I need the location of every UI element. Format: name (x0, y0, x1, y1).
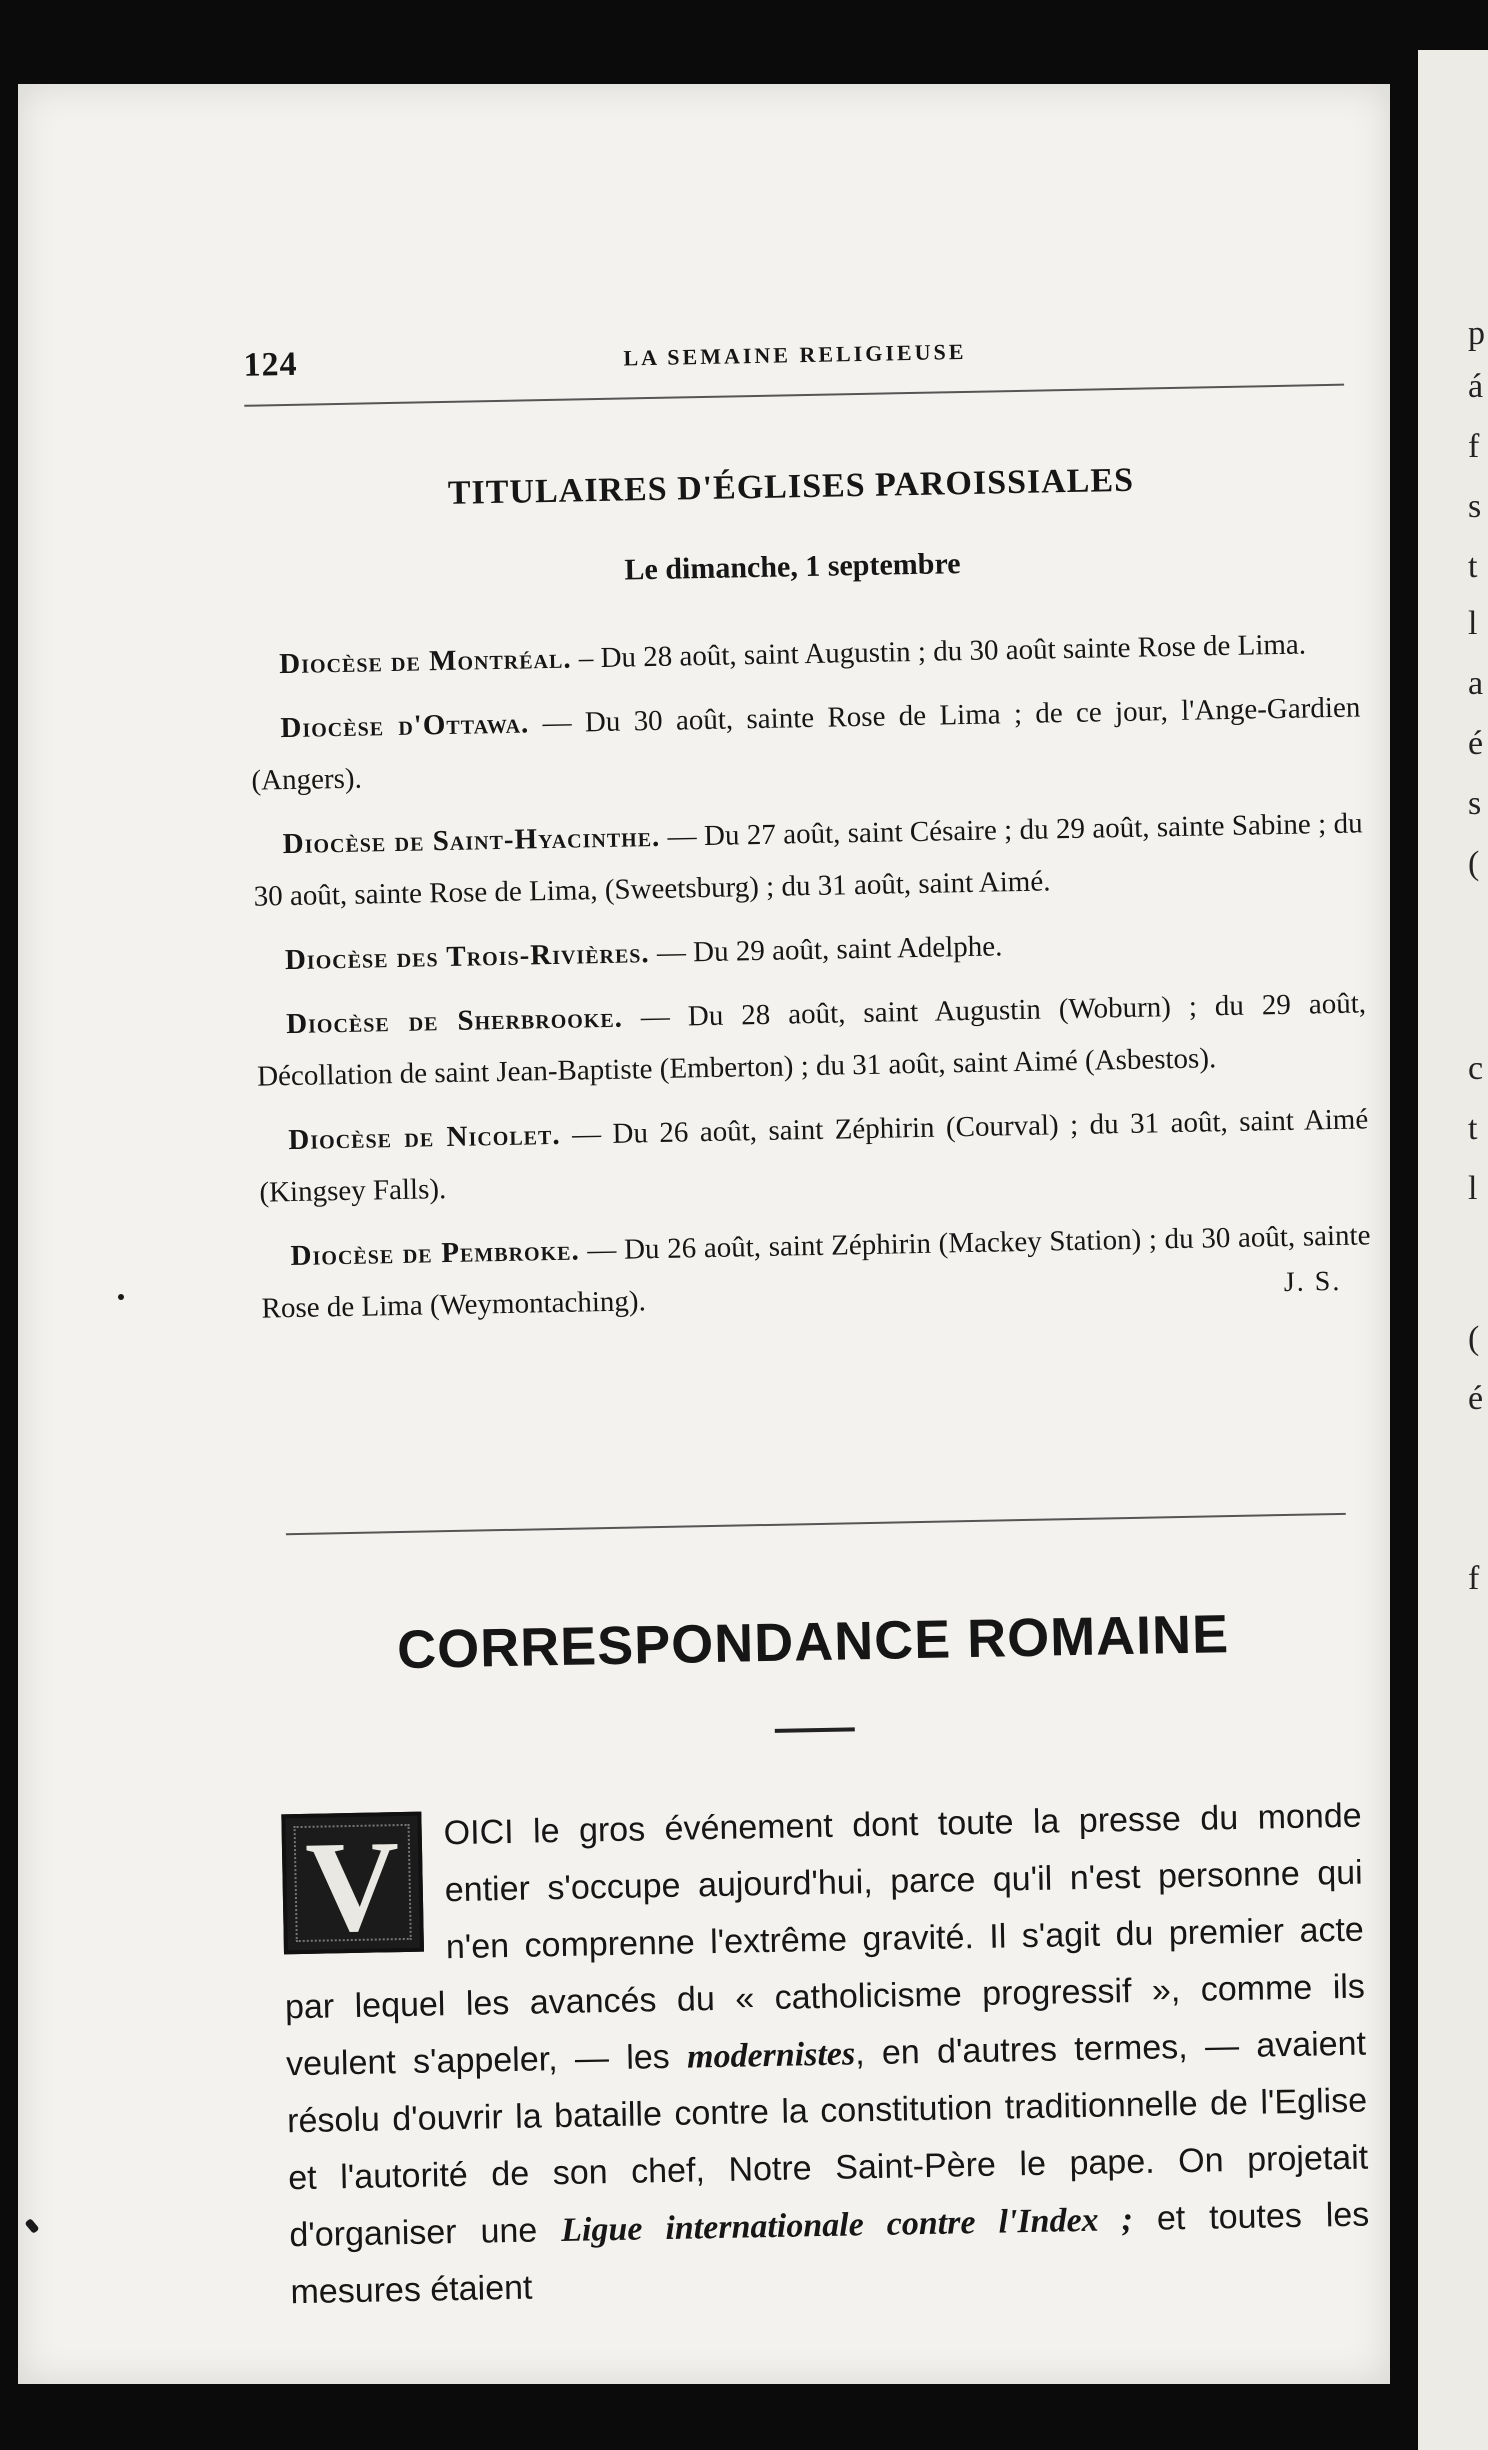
entry-pembroke (260, 1209, 1372, 1334)
dropcap-letter: V (304, 1814, 402, 1960)
page-content (233, 317, 1374, 2312)
article-text-3: et toutes les mesures étaient (290, 2195, 1370, 2312)
entry-sherbrooke (256, 977, 1368, 1102)
adjacent-page-fragment: t (1468, 548, 1478, 585)
adjacent-page-strip (1418, 50, 1488, 2450)
diocese-entries (249, 617, 1372, 1346)
diocese-name: Diocèse de Montréal. (278, 642, 572, 681)
adjacent-page-fragment: é (1468, 1380, 1484, 1417)
article-text-1: OICI le gros événement dont toute la presse du monde entier s'occupe aujourd'hui, parce qu'il n'est personne qui n'en comprenne l'extrême gravité. Il s'agit du premier acte par lequel les avancés du « catholicisme progressif », comme ils veulent s'appeler, — les (284, 1796, 1366, 2084)
running-title: LA SEMAINE RELIGIEUSE (623, 338, 967, 371)
page-header (233, 317, 1374, 389)
adjacent-page-fragment: l (1468, 605, 1478, 642)
entry-nicolet (258, 1093, 1370, 1218)
diocese-name: Diocèse des Trois-Rivières. (284, 937, 650, 977)
entry-text: — Du 27 août, saint Césaire ; du 29 août, sainte Sabine ; du 30 août, sainte Rose de Lima, (Sweetsburg) ; du 31 août, saint Aimé. (253, 807, 1363, 913)
adjacent-page-fragment: f (1468, 1560, 1480, 1597)
adjacent-page-fragment: á (1468, 368, 1484, 405)
author-signature: J. S. (1283, 1265, 1342, 1298)
adjacent-page-fragment: é (1468, 725, 1484, 762)
adjacent-page-fragment: ( (1468, 845, 1480, 882)
adjacent-page-fragment: a (1468, 665, 1484, 702)
diocese-name: Diocèse de Sherbrooke. (285, 1001, 624, 1041)
entry-text: — Du 29 août, saint Adelphe. (649, 930, 1003, 970)
scanned-page (18, 84, 1390, 2384)
entry-text: — Du 30 août, sainte Rose de Lima ; de ce jour, l'Ange-Gardien (Angers). (251, 691, 1361, 797)
header-rule (244, 384, 1344, 407)
diocese-name: Diocèse de Nicolet. (288, 1118, 561, 1157)
entry-montreal (249, 617, 1360, 690)
entry-text: – Du 28 août, saint Augustin ; du 30 août sainte Rose de Lima. (571, 628, 1307, 675)
adjacent-page-fragment: p (1468, 315, 1485, 352)
article-text-2: , en d'autres termes, — avaient résolu d'ouvrir la bataille contre la constitution traditionnelle de l'Eglise et l'autorité de son chef, Notre Saint-Père le pape. On projetait d'organiser une (286, 2024, 1369, 2255)
entry-saint-hyacinthe (252, 797, 1364, 922)
adjacent-page-fragment: s (1468, 785, 1482, 822)
correspondance-title: CORRESPONDANCE ROMAINE (396, 1604, 1230, 1681)
adjacent-page-fragment: ( (1468, 1320, 1480, 1357)
diocese-name: Diocèse d'Ottawa. (280, 707, 530, 745)
scan-speck (24, 2218, 39, 2234)
scan-speck (118, 1294, 124, 1300)
section-subtitle: Le dimanche, 1 septembre (624, 547, 961, 587)
section-divider (286, 1513, 1346, 1535)
article-italic-1: modernistes (686, 2035, 856, 2076)
page-number: 124 (243, 345, 298, 384)
entry-text: — Du 28 août, saint Augustin (Woburn) ; du 29 août, Décollation de saint Jean-Baptiste (Emberton) ; du 31 août, saint Aimé (Asbestos). (256, 987, 1367, 1093)
entry-text: — Du 26 août, saint Zéphirin (Courval) ; du 31 août, saint Aimé (Kingsey Falls). (259, 1103, 1369, 1209)
entry-text: — Du 26 août, saint Zéphirin (Mackey Station) ; du 30 août, sainte Rose de Lima (Weymontaching). (261, 1219, 1371, 1325)
diocese-name: Diocèse de Saint-Hyacinthe. (282, 820, 661, 861)
diocese-name: Diocèse de Pembroke. (290, 1234, 580, 1273)
title-underline (775, 1727, 855, 1733)
section-title: TITULAIRES D'ÉGLISES PAROISSIALES (447, 461, 1135, 512)
adjacent-page-fragment: l (1468, 1170, 1478, 1207)
adjacent-page-fragment: c (1468, 1050, 1484, 1087)
entry-ottawa (250, 681, 1362, 806)
adjacent-page-fragment: s (1468, 488, 1482, 525)
adjacent-page-fragment: f (1468, 428, 1480, 465)
article-body (281, 1788, 1371, 2322)
ornamental-dropcap (281, 1812, 424, 1960)
entry-trois-rivieres (254, 913, 1365, 986)
article-italic-2: Ligue internationale contre l'Index ; (560, 2201, 1134, 2250)
adjacent-page-fragment: t (1468, 1110, 1478, 1147)
